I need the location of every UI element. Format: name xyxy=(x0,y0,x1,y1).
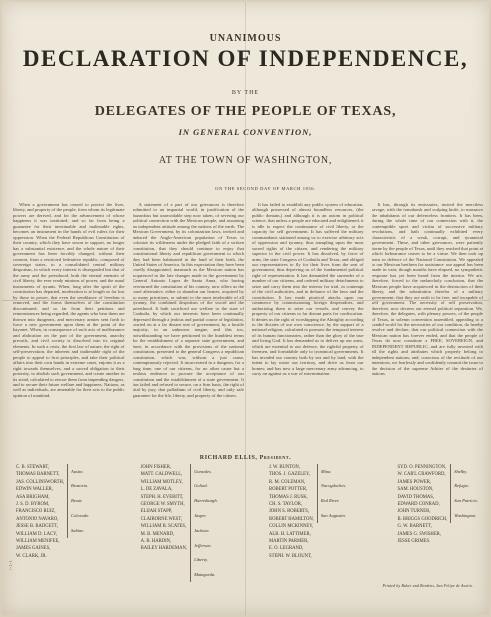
signer-name: EDWIN WALLER, xyxy=(16,487,53,493)
document-title: DECLARATION OF INDEPENDENCE, xyxy=(22,46,469,71)
signer-name: JAMES GAINES, xyxy=(16,546,51,552)
signature-group xyxy=(16,464,89,582)
signer-name: FRANCISCO RUIZ, xyxy=(16,509,56,515)
body-column-1 xyxy=(13,202,125,457)
printer-credit: Printed by Baker and Bordens, San Felipe de Austin. xyxy=(382,584,473,588)
signer-name: THOMAS J. RUSK, xyxy=(268,494,308,500)
signer-name: JOHN FISHER, xyxy=(140,465,172,470)
signer-name: CH. S. TAYLOR, xyxy=(268,502,303,508)
municipality-label: Jackson. xyxy=(194,527,210,533)
signer-name: ASA BRIGHAM, xyxy=(16,494,50,500)
body-paragraph: It has failed to establish any public system of education, although possessed of almost boundless resources, (the public domain,) and although it is an axiom in political science, that unless a people are educated and enlightened, it is idle to expect the continuance of civil liberty, or the capacity for self government. It has suffered the military commandants stationed among us to exercise arbitrary acts of oppression and tyranny, thus trampling upon the most sacred rights of the citizen, and rendering the military superior to the civil power. It has dissolved, by force of arms, the state Congress of Coahuila and Texas, and obliged our representatives to fly for their lives from the seat of government, thus depriving us of the fundamental political right of representation. It has demanded the surrender of a number of our citizens, and ordered military detachments to seize and carry them into the interior for trial, in contempt of the civil authorities, and in defiance of the laws and the constitution. It has made piratical attacks upon our commerce by commissioning foreign desperadoes, and authorizing them to seize our vessels, and convey the property of our citizens to far distant parts for confiscation. It denies us the right of worshipping the Almighty according to the dictates of our own conscience, by the support of a national religion, calculated to promote the temporal interest of its human functionaries, rather than the glory of the true and living God. It has demanded us to deliver up our arms, which are essential to our defence, the rightful property of freemen, and formidable only to tyrannical governments. It has invaded our country both by sea and by land, with the intent to lay waste our territory, and drive us from our homes; and has now a large mercenary army advancing, to carry on against us a war of extermination. xyxy=(252,202,364,377)
signer-name: STEPH. H. EVERITT, xyxy=(140,494,184,500)
municipality-label: San Patricio. xyxy=(454,498,478,504)
signatures-block xyxy=(16,464,478,582)
signer-name: WILLIAM MENIFEE, xyxy=(16,539,60,545)
signer-name: WILLIAM D. LACY, xyxy=(16,531,58,537)
municipality-labels xyxy=(450,464,478,523)
broadside-sheet xyxy=(2,2,489,615)
municipality-label: Harrisburgh. xyxy=(194,498,218,504)
signer-name: CLAIBORNE WEST, xyxy=(140,516,183,522)
date-line: ON THE SECOND DAY OF MARCH 1836. xyxy=(215,186,316,191)
signer-name: BAILEY HARDEMAN, xyxy=(140,546,188,552)
signer-name: MARTIN PARMER, xyxy=(268,539,309,545)
signer-name: A. B. HARDIN, xyxy=(140,539,172,545)
signer-names xyxy=(141,464,187,553)
municipality-label: Liberty. xyxy=(194,557,208,563)
by-the-line: BY THE xyxy=(231,90,260,96)
signer-name: COLLIN MCKINNEY, xyxy=(268,524,314,530)
signer-name: JAS. COLLINSWORTH, xyxy=(16,479,65,485)
municipality-label: Sabine. xyxy=(71,527,85,533)
archive-stamp: 7-1-1 xyxy=(9,560,14,571)
signer-name: L. DE ZAVALA, xyxy=(140,487,173,493)
municipality-labels xyxy=(190,464,218,582)
signer-name: ROBERT POTTER, xyxy=(268,487,308,493)
president-signature: RICHARD ELLIS, President. xyxy=(199,455,292,461)
signer-name: GEORGE W. SMYTH, xyxy=(140,502,185,508)
signer-name: ALB. H. LATTIMER, xyxy=(268,531,311,537)
signer-name: B. BRIGGS GOODRICH, xyxy=(397,516,448,522)
unanimous-heading: UNANIMOUS xyxy=(209,33,282,44)
signer-name: DAVID THOMAS, xyxy=(397,494,435,500)
signer-name: SAM. HOUSTON, xyxy=(397,487,434,493)
signer-name: JAMES POWER, xyxy=(397,479,432,485)
municipality-label: Bexar. xyxy=(71,498,83,504)
municipality-label: Colorado. xyxy=(71,513,90,519)
signer-name: JOHN TURNER, xyxy=(397,509,431,515)
signer-name: THOMAS BARNETT, xyxy=(16,472,60,478)
convention-subheading: IN GENERAL CONVENTION, xyxy=(178,127,313,137)
municipality-label: Nacogdoches. xyxy=(320,483,347,489)
body-column-4 xyxy=(372,202,484,457)
signer-name: WILLIAM B. SCATES, xyxy=(140,524,187,530)
signer-name: WILLIAM MOTLEY, xyxy=(140,479,183,485)
municipality-label: Refugio. xyxy=(454,483,470,489)
signer-name: J. W. BUNTON, xyxy=(268,465,301,470)
municipality-label: Jefferson. xyxy=(194,542,212,548)
signer-name: MATT. CALDWELL, xyxy=(140,472,183,478)
municipality-label: Washington. xyxy=(454,513,477,519)
signer-name: C. B. STEWART, xyxy=(16,465,50,470)
signer-name: STEPH. W. BLOUNT, xyxy=(268,553,312,559)
signer-name: JESSE B. BADGETT, xyxy=(16,524,59,530)
municipality-label: Brazoria. xyxy=(71,483,89,489)
signer-name: E. O. LEGRAND, xyxy=(268,546,304,552)
signer-name: ROBERT HAMILTON, xyxy=(268,516,314,522)
signer-name: JESSE GRIMES. xyxy=(397,539,431,545)
signer-name: SYD. O. PENNINGTON, xyxy=(397,465,447,470)
signer-name: JAMES G. SWISHER, xyxy=(397,531,441,537)
signer-name: ANTONIO NAVARO, xyxy=(16,516,59,522)
signer-name: JOHN S. ROBERTS, xyxy=(268,509,310,515)
municipality-label: Mina. xyxy=(320,468,332,474)
signer-name: M. B. MENARD, xyxy=(140,531,175,537)
signer-names xyxy=(269,464,314,560)
signature-group xyxy=(141,464,218,582)
signer-name: EDWARD CONRAD, xyxy=(397,502,440,508)
municipality-label: Shelby. xyxy=(454,468,468,474)
municipality-label: Red River. xyxy=(320,498,340,504)
signature-group xyxy=(269,464,346,582)
municipality-label: Gonzales. xyxy=(194,468,212,474)
municipality-label: San Augustin. xyxy=(320,513,346,519)
municipality-label: Matagorda. xyxy=(194,572,216,578)
signer-name: J. S. D. BYROM, xyxy=(16,502,50,508)
body-column-3 xyxy=(252,202,364,457)
signer-name: ELIJAH STAPP, xyxy=(140,509,173,515)
municipality-labels xyxy=(67,464,89,538)
signer-name: W. CLARK, JR. xyxy=(16,553,47,559)
signature-group xyxy=(397,464,478,582)
body-paragraph: A statement of a part of our grievances is therefore submitted to an impartial world, in justification of the hazardous but unavoidable step now taken, of severing our political connection with the Mexican people, and assuming an independent attitude among the nations of the earth. The Mexican Government, by its colonization laws, invited and induced the Anglo-American population of Texas to colonize its wilderness under the pledged faith of a written constitution, that they should continue to enjoy that constitutional liberty and republican government to which they had been habituated in the land of their birth, the United States of America. In this expectation they have been cruelly disappointed, inasmuch as the Mexican nation has acquiesced in the late changes made in the government by General Antonio Lopez de Santa Anna, who having overturned the constitution of his country, now offers us the cruel alternative, either to abandon our homes, acquired by so many privations, or submit to the most intolerable of all tyranny, the combined despotism of the sword and the priesthood. It hath sacrificed our welfare to the state of Coahuila, by which our interests have been continually depressed through a jealous and partial course of legislation, carried on at a far distant seat of government, by a hostile majority, in an unknown tongue, and this too, notwithstanding we have petitioned in the humblest terms for the establishment of a separate state government, and have, in accordance with the provisions of the national constitution, presented to the general Congress a republican constitution, which was, without a just cause, contemptuously rejected. It incarcerated in a dungeon, for a long time, one of our citizens, for no other cause but a zealous endeavor to procure the acceptance of our constitution and the establishment of a state government. It has failed and refused to secure, on a firm basis, the right of trial by jury, that palladium of civil liberty, and only safe guarantee for the life, liberty, and property of the citizen. xyxy=(132,202,244,398)
signer-name: G. W. BARNETT, xyxy=(397,524,432,530)
signer-names xyxy=(397,464,447,545)
municipality-label: Goliad. xyxy=(194,483,208,489)
body-paragraph: It has, through its emissaries, incited the merciless savage, with the tomahawk and scalping knife, to massacre the inhabitants of our defenceless frontiers. It has been, during the whole time of our connection with it, the contemptible sport and victim of successive military revolutions, and hath continually exhibited every characteristic of a weak, corrupt, and tyrannical government. These, and other grievances, were patiently borne by the people of Texas, until they reached that point at which forbearance ceases to be a virtue. We then took up arms in defence of the National Constitution. We appealed to our Mexican brethren for assistance: our appeal has been made in vain; though months have elapsed, no sympathetic response has yet been heard from the interior. We are, therefore, forced to the melancholy conclusion, that the Mexican people have acquiesced in the destruction of their liberty, and the substitution therefor of a military government; that they are unfit to be free, and incapable of self government. The necessity of self preservation, therefore, now decrees our eternal political separation. We, therefore, the delegates, with plenary powers, of the people of Texas, in solemn convention assembled, appealing to a candid world for the necessities of our condition, do hereby resolve and declare, that our political connection with the Mexican nation has forever ended, and that the people of Texas do now constitute a FREE, SOVEREIGN, and INDEPENDENT REPUBLIC, and are fully invested with all the rights and attributes which properly belong to independent nations; and, conscious of the rectitude of our intentions, we fearlessly and confidently commit the issue to the decision of the supreme Arbiter of the destinies of nations. xyxy=(371,202,483,377)
signer-name: THOS. J. GAZELEY, xyxy=(268,472,310,478)
body-paragraph: When a government has ceased to protect the lives, liberty, and property of the people, from whom its legitimate powers are derived, and for the advancement of whose happiness it was instituted; and so far from being a guarantee for their inestimable and inalienable rights, becomes an instrument in the hands of evil rulers for their oppression. When the Federal Republican Constitution of their country, which they have sworn to support, no longer has a substantial existence, and the whole nature of their government has been forcibly changed, without their consent, from a restricted federative republic, composed of sovereign states, to a consolidated central military despotism, in which every interest is disregarded but that of the army and the priesthood, both the eternal enemies of civil liberty, the ever ready minions of power, and the usual instruments of tyrants. When, long after the spirit of the constitution has departed, moderation is at length so far lost by those in power, that even the semblance of freedom is removed, and the forms themselves of the constitution discontinued, and so far from their petitions and remonstrances being regarded, the agents who bear them are thrown into dungeons, and mercenary armies sent forth to force a new government upon them at the point of the bayonet. When, in consequence of such acts of malfeasance and abdication on the part of the government, anarchy prevails, and civil society is dissolved into its original elements. In such a crisis, the first law of nature, the right of self-preservation, the inherent and inalienable right of the people to appeal to first principles, and take their political affairs into their own hands in extreme cases, enjoins it as a right towards themselves, and a sacred obligation to their posterity, to abolish such government, and create another in its stead, calculated to rescue them from impending dangers, and to secure their future welfare and happiness. Nations, as well as individuals, are amenable for their acts to the public opinion of mankind. xyxy=(13,202,125,398)
signer-name: R. M. COLEMAN, xyxy=(268,479,306,485)
signer-name: W. CAR'L CRAWFORD, xyxy=(397,472,446,478)
municipality-label: Austin. xyxy=(71,468,84,474)
delegates-heading: DELEGATES OF THE PEOPLE OF TEXAS, xyxy=(94,104,397,119)
location-heading: AT THE TOWN OF WASHINGTON, xyxy=(158,155,333,166)
municipality-label: Jasper. xyxy=(194,513,207,519)
municipality-labels xyxy=(317,464,346,523)
body-text-columns xyxy=(13,202,483,457)
signer-names xyxy=(16,464,64,560)
body-column-2 xyxy=(133,202,245,457)
